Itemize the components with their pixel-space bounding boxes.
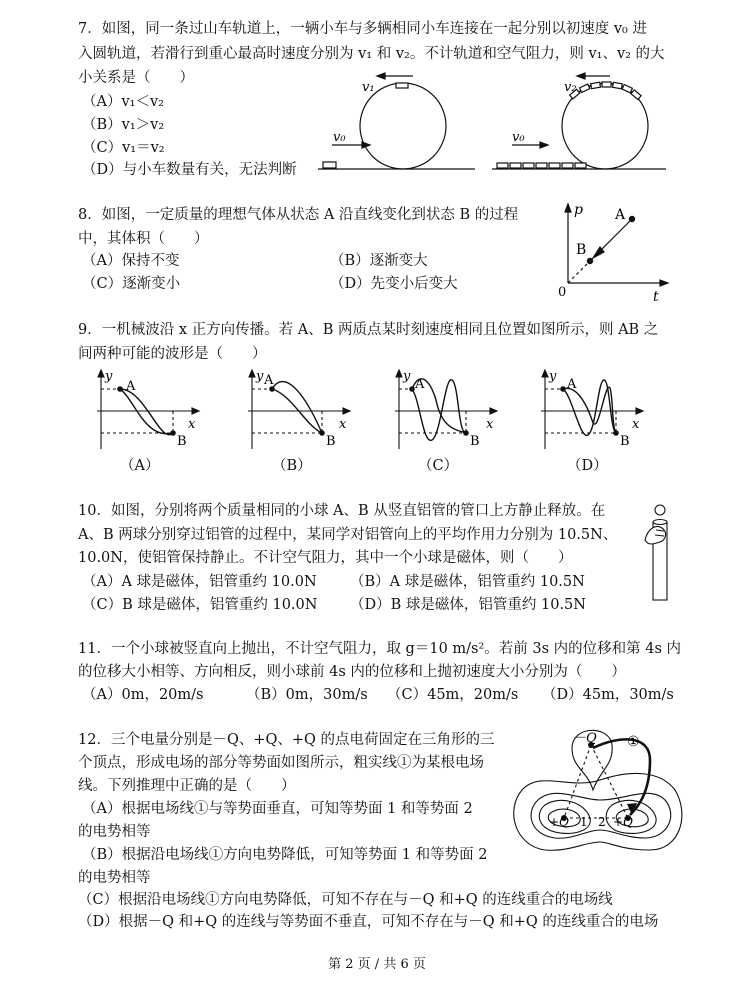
q12-option-d: （D）根据－Q 和+Q 的连线与等势面不垂直，可知不存在与－Q 和+Q 的连线重合的电场	[78, 914, 659, 930]
q7-option-d: （D）与小车数量有关，无法判断	[82, 162, 297, 178]
q12-option-b-line1: （B）根据沿电场线①方向电势降低，可知等势面 1 和等势面 2	[82, 847, 488, 863]
q9-d-label-a: A	[567, 377, 577, 392]
q9-caption-d: （D）	[567, 458, 608, 474]
q11-stem-line2: 的位移大小相等、方向相反，则小球前 4s 内的位移和上抛初速度大小分别为（ ）	[78, 664, 626, 680]
q9-caption-c: （C）	[418, 458, 459, 474]
q9-d-axis-y: y	[549, 369, 557, 384]
q8-label-b: B	[576, 242, 587, 258]
q12-label-posq-right: +Q	[613, 815, 633, 829]
q11-option-b: （B）0m，30m/s	[246, 687, 368, 703]
q7-label-v0-left: v₀	[333, 130, 346, 145]
q9-a-axis-x: x	[188, 417, 196, 432]
q9-d-axis-x: x	[632, 417, 640, 432]
q7-label-v0-right: v₀	[512, 130, 525, 145]
q9-b-label-b: B	[326, 434, 336, 449]
q7-stem-line3: 小关系是（ ）	[78, 70, 194, 86]
q9-a-axis-y: y	[105, 369, 113, 384]
q10-stem-line3: 10.0N，使铝管保持静止。不计空气阻力，其中一个小球是磁体，则（ ）	[78, 550, 573, 566]
q8-stem-line1: 8．如图，一定质量的理想气体从状态 A 沿直线变化到状态 B 的过程	[78, 207, 519, 223]
q9-c-axis-y: y	[403, 369, 411, 384]
q9-stem-line1: 9．一机械波沿 x 正方向传播。若 A、B 两质点某时刻速度相同且位置如图所示，则 AB 之	[78, 322, 659, 338]
q12-option-a-line2: 的电势相等	[78, 824, 151, 840]
q9-stem-line2: 间两种可能的波形是（ ）	[78, 346, 267, 362]
q10-option-b: （B）A 球是磁体，铝管重约 10.5N	[350, 574, 585, 590]
q9-b-label-a: A	[264, 373, 274, 388]
q12-stem-line1: 12．三个电量分别是－Q、+Q、+Q 的点电荷固定在三角形的三	[78, 732, 495, 748]
q11-option-c: （C）45m，20m/s	[387, 687, 519, 703]
q12-label-line1: ①	[627, 734, 640, 750]
q9-c-label-a: A	[415, 377, 425, 392]
q12-stem-line2: 个顶点，形成电场的部分等势面如图所示，粗实线①为某根电场	[78, 755, 484, 771]
q11-option-d: （D）45m，30m/s	[542, 687, 674, 703]
q12-option-c: （C）根据沿电场线①方向电势降低，可知不存在与－Q 和+Q 的连线重合的电场线	[78, 892, 613, 908]
q12-stem-line3: 线。下列推理中正确的是（ ）	[78, 778, 296, 794]
q8-label-a: A	[615, 207, 626, 223]
q12-field-line-1	[593, 739, 650, 815]
q8-option-b: （B）逐渐变大	[330, 253, 428, 269]
q8-axis-t: t	[653, 289, 659, 305]
q7-stem-line1: 7．如图，同一条过山车轨道上，一辆小车与多辆相同小车连接在一起分别以初速度 v₀ 进	[78, 21, 647, 37]
page-footer: 第 2 页 / 共 6 页	[328, 957, 426, 972]
q9-a-label-a: A	[126, 379, 136, 394]
q7-option-c: （C）v₁＝v₂	[82, 140, 165, 156]
q10-option-c: （C）B 球是磁体，铝管重约 10.0N	[82, 597, 318, 613]
q9-caption-b: （B）	[272, 458, 312, 474]
q12-label-surface-2: 2	[598, 815, 606, 829]
q9-c-axis-x: x	[486, 417, 494, 432]
q7-option-a: （A）v₁＜v₂	[82, 94, 164, 110]
q12-label-surface-1: 1	[580, 815, 588, 829]
q8-origin: 0	[558, 285, 567, 300]
q12-label-negq: －Q	[573, 731, 597, 746]
q8-option-a: （A）保持不变	[82, 253, 180, 269]
q7-option-b: （B）v₁＞v₂	[82, 117, 165, 133]
q8-axis-p: p	[574, 202, 583, 218]
q10-option-a: （A）A 球是磁体，铝管重约 10.0N	[82, 574, 317, 590]
q9-caption-a: （A）	[120, 458, 160, 474]
q10-stem-line1: 10．如图，分别将两个质量相同的小球 A、B 从竖直铝管的管口上方静止释放。在	[78, 503, 606, 519]
q9-a-label-b: B	[177, 434, 187, 449]
q9-b-axis-y: y	[256, 369, 264, 384]
q8-stem-line2: 中，其体积（ ）	[78, 231, 209, 247]
q9-b-axis-x: x	[339, 417, 347, 432]
q9-d-label-b: B	[620, 434, 630, 449]
q11-stem-line1: 11．一个小球被竖直向上抛出，不计空气阻力，取 g＝10 m/s²。若前 3s 内的位移和第 4s 内	[78, 641, 682, 657]
q10-stem-line2: A、B 两球分别穿过铝管的过程中，某同学对铝管向上的平均作用力分别为 10.5N、	[78, 527, 618, 543]
q8-option-c: （C）逐渐变小	[82, 276, 181, 292]
q9-c-label-b: B	[470, 434, 480, 449]
q12-label-posq-left: +Q	[549, 815, 569, 829]
q7-label-v1: v₁	[362, 80, 375, 95]
q12-option-a-line1: （A）根据电场线①与等势面垂直，可知等势面 1 和等势面 2	[82, 801, 473, 817]
q8-option-d: （D）先变小后变大	[330, 276, 458, 292]
q7-label-v2: v₂	[564, 80, 577, 95]
q7-stem-line2: 入圆轨道，若滑行到重心最高时速度分别为 v₁ 和 v₂。不计轨道和空气阻力，则 v₁、v₂ 的大	[78, 46, 665, 62]
q11-option-a: （A）0m，20m/s	[82, 687, 204, 703]
q10-option-d: （D）B 球是磁体，铝管重约 10.5N	[350, 597, 586, 613]
q12-option-b-line2: 的电势相等	[78, 870, 151, 886]
